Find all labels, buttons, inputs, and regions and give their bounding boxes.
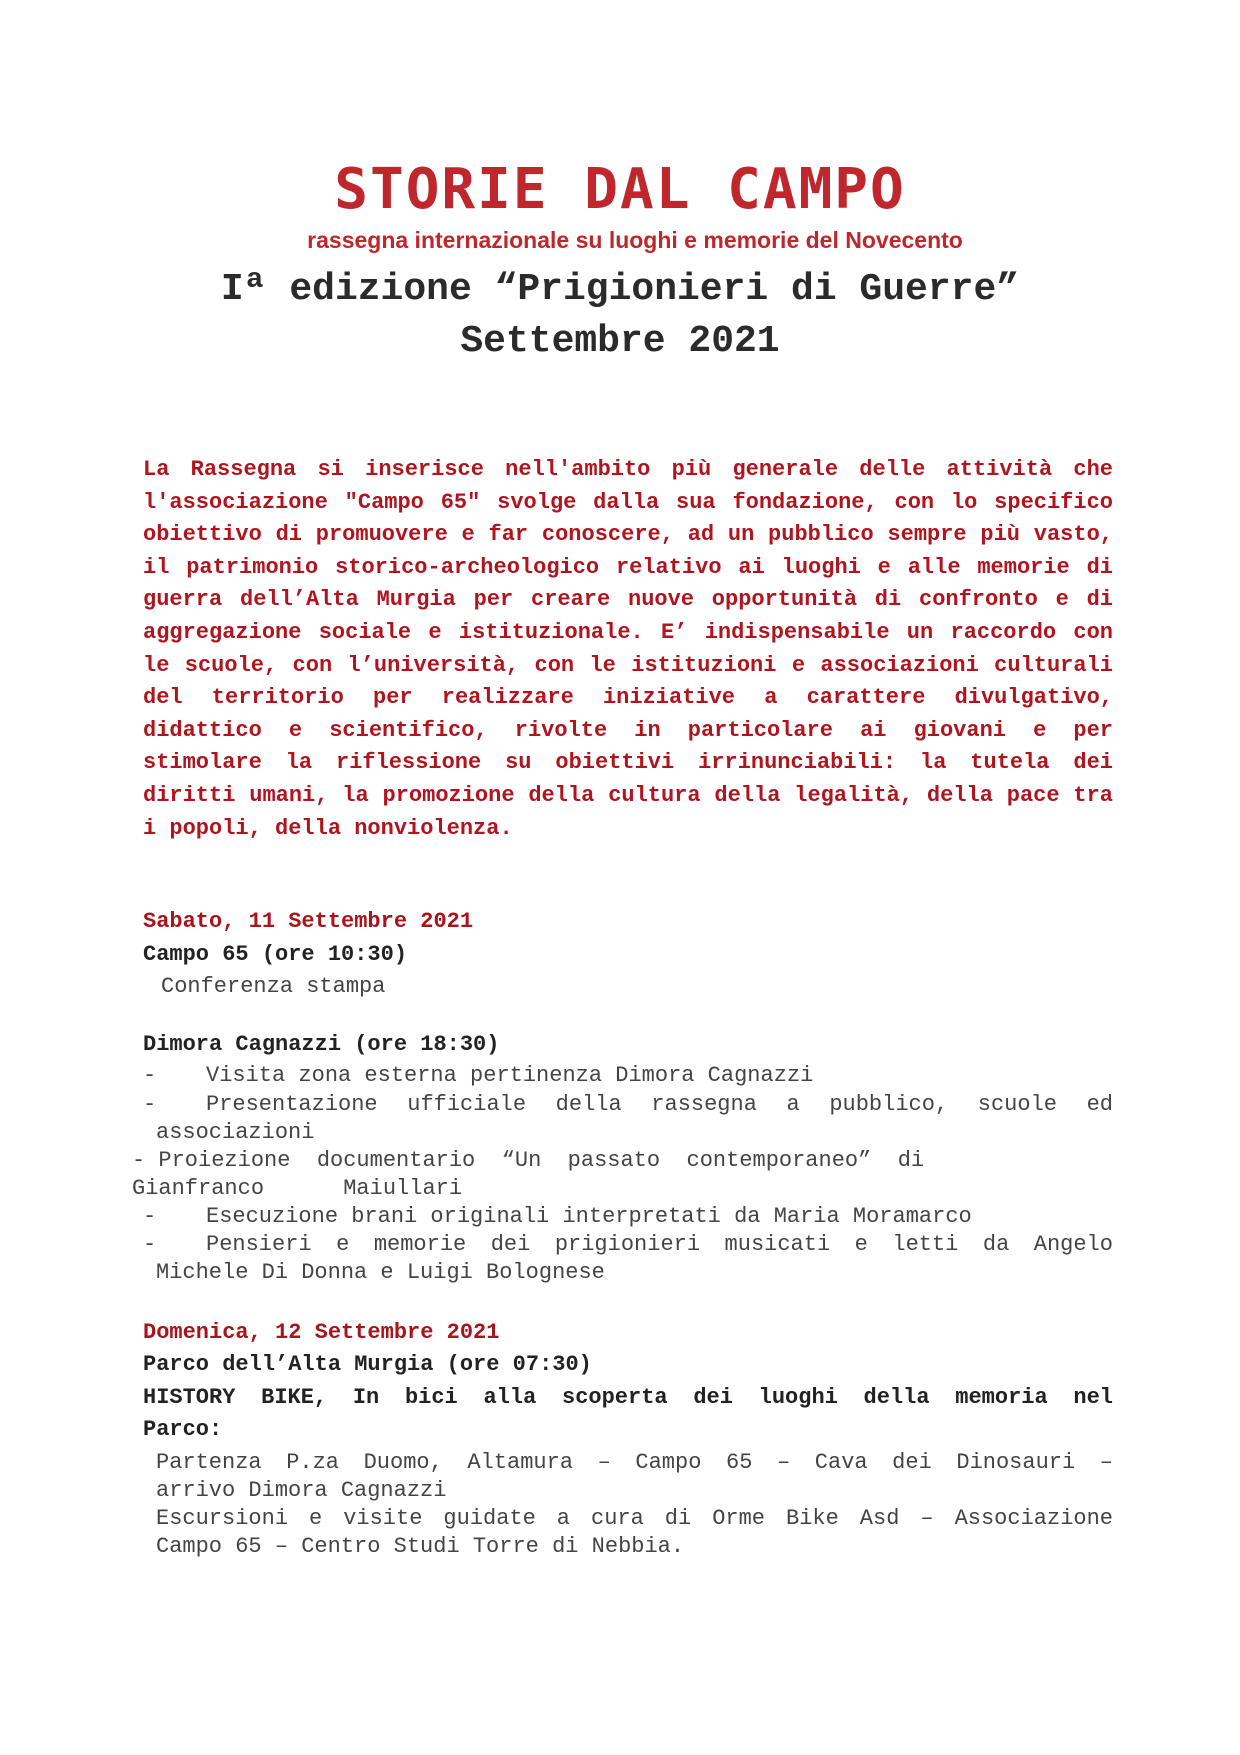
day-heading-sunday: Domenica, 12 Settembre 2021 — [143, 1320, 500, 1345]
edition-block — [0, 264, 1240, 368]
venue-campo65: Campo 65 (ore 10:30) — [143, 942, 408, 967]
edition-date: Settembre 2021 — [460, 320, 780, 363]
program-item-readings-cont: Michele Di Donna e Luigi Bolognese — [156, 1260, 605, 1285]
bullet-dash: - — [143, 1092, 157, 1117]
program-item-documentary-cont: Gianfranco Maiullari — [132, 1176, 463, 1201]
masthead — [0, 158, 1240, 256]
bullet-dash: - — [143, 1063, 157, 1088]
route-description: Partenza P.za Duomo, Altamura – Campo 65 – Cava dei Dinosauri – — [156, 1450, 1113, 1475]
intro-paragraph: La Rassegna si inserisce nell'ambito più generale delle attività che l'associazione "Campo 65" svolge dalla sua fondazione, con lo specifico obiettivo di promuovere e far conoscere, ad un pubblico sempre più vasto, il patrimonio storico-archeologico relativo ai luoghi e alle memorie di guerra dell’Alta Murgia per creare nuove opportunità di confronto e di aggregazione sociale e istituzionale. E’ indispensabile un raccordo con le scuole, con l’università, con le istituzioni e associazioni culturali del territorio per realizzare iniziative a carattere divulgativo, didattico e scientifico, rivolte in particolare ai giovani e per stimolare la riflessione su obiettivi irrinunciabili: la tutela dei diritti umani, la promozione della cultura della legalità, della pace tra i popoli, della nonviolenza. — [143, 457, 1113, 841]
event-history-bike: HISTORY BIKE, In bici alla scoperta dei luoghi della memoria nel — [143, 1385, 1113, 1410]
program-item-readings: Pensieri e memorie dei prigionieri musicati e letti da Angelo — [206, 1232, 1113, 1257]
guides-description: Escursioni e visite guidate a cura di Orme Bike Asd – Associazione — [156, 1506, 1113, 1531]
bullet-dash: - — [143, 1232, 157, 1257]
program-item-documentary: - Proiezione documentario “Un passato contemporaneo” di — [132, 1148, 925, 1173]
venue-parco-alta-murgia: Parco dell’Alta Murgia (ore 07:30) — [143, 1352, 592, 1377]
festival-title: STORIE DAL CAMPO — [334, 157, 906, 222]
event-history-bike-cont: Parco: — [143, 1417, 223, 1442]
program-item-visit: Visita zona esterna pertinenza Dimora Cagnazzi — [206, 1063, 814, 1088]
program-item-presentation-cont: associazioni — [156, 1120, 315, 1145]
day-heading-saturday: Sabato, 11 Settembre 2021 — [143, 909, 474, 934]
guides-description-cont: Campo 65 – Centro Studi Torre di Nebbia. — [156, 1534, 685, 1559]
edition-title: Iª edizione “Prigionieri di Guerre” — [220, 268, 1020, 311]
route-description-cont: arrivo Dimora Cagnazzi — [156, 1478, 447, 1503]
venue-dimora-cagnazzi: Dimora Cagnazzi (ore 18:30) — [143, 1032, 500, 1057]
festival-subtitle: rassegna internazionale su luoghi e memorie del Novecento — [307, 227, 963, 253]
press-conference-item: Conferenza stampa — [161, 974, 386, 999]
program-item-music: Esecuzione brani originali interpretati da Maria Moramarco — [206, 1204, 972, 1229]
program-item-presentation: Presentazione ufficiale della rassegna a pubblico, scuole ed — [206, 1092, 1113, 1117]
bullet-dash: - — [143, 1204, 157, 1229]
